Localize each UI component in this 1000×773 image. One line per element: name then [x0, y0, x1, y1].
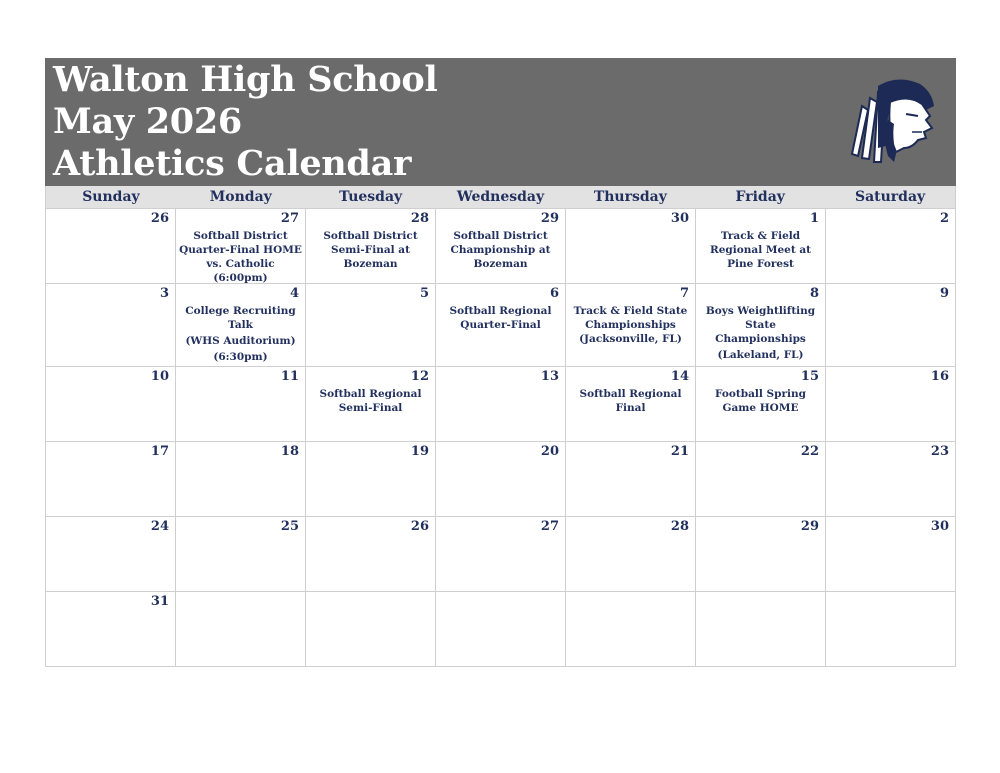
day-cell — [826, 284, 956, 367]
day-cell — [826, 367, 956, 442]
day-cell — [176, 517, 306, 592]
event-detail: (WHS Auditorium) — [185, 335, 296, 347]
day-cell — [306, 209, 436, 284]
day-number: 24 — [150, 519, 169, 534]
day-number: 12 — [410, 369, 429, 384]
calendar-sheet — [45, 58, 956, 667]
day-number: 29 — [540, 211, 559, 226]
event-text — [178, 304, 303, 364]
day-cell — [566, 209, 696, 284]
day-number: 27 — [280, 211, 299, 226]
day-cell — [696, 517, 826, 592]
day-number: 29 — [800, 519, 819, 534]
day-name-monday: Monday — [209, 189, 272, 205]
day-cell — [826, 592, 956, 667]
event-text — [568, 304, 693, 346]
day-number: 5 — [419, 286, 429, 301]
day-cell — [46, 367, 176, 442]
day-number: 30 — [930, 519, 949, 534]
event-title: Softball District Quarter-Final HOME vs. Catholic (6:00pm) — [179, 230, 302, 284]
calendar-header — [45, 58, 956, 186]
day-number: 28 — [670, 519, 689, 534]
day-cell — [696, 592, 826, 667]
day-cell — [176, 367, 306, 442]
day-number: 8 — [809, 286, 819, 301]
day-cell — [566, 367, 696, 442]
event-text — [178, 229, 303, 284]
event-text — [698, 229, 823, 271]
event-title: Softball District Semi-Final at Bozeman — [323, 230, 418, 270]
day-number: 22 — [800, 444, 819, 459]
day-cell — [696, 209, 826, 284]
day-cell — [176, 442, 306, 517]
warrior-mascot-icon — [848, 76, 940, 170]
day-cell — [436, 517, 566, 592]
day-number: 2 — [939, 211, 949, 226]
day-number: 6 — [549, 286, 559, 301]
day-number: 11 — [280, 369, 299, 384]
day-cell — [306, 367, 436, 442]
day-number: 17 — [150, 444, 169, 459]
day-number: 26 — [150, 211, 169, 226]
event-title: Track & Field State Championships (Jacksonville, FL) — [573, 305, 688, 345]
day-number: 16 — [930, 369, 949, 384]
event-text — [698, 387, 823, 415]
day-cell — [696, 284, 826, 367]
event-title: Softball Regional Quarter-Final — [449, 305, 552, 331]
day-name-wednesday: Wednesday — [456, 189, 545, 205]
calendar-grid — [45, 208, 956, 667]
day-number: 18 — [280, 444, 299, 459]
day-number: 31 — [150, 594, 169, 609]
day-cell — [46, 592, 176, 667]
event-text — [698, 304, 823, 362]
day-cell — [176, 284, 306, 367]
day-cell — [306, 442, 436, 517]
day-number: 27 — [540, 519, 559, 534]
day-number: 9 — [939, 286, 949, 301]
day-cell — [826, 517, 956, 592]
event-text — [308, 387, 433, 415]
day-cell — [436, 442, 566, 517]
day-cell — [436, 284, 566, 367]
day-cell — [566, 442, 696, 517]
event-detail: (6:30pm) — [213, 351, 268, 363]
day-number: 21 — [670, 444, 689, 459]
day-cell — [306, 284, 436, 367]
day-cell — [436, 367, 566, 442]
day-cell — [826, 442, 956, 517]
event-text — [308, 229, 433, 271]
event-text — [438, 229, 563, 271]
day-number: 19 — [410, 444, 429, 459]
day-number: 14 — [670, 369, 689, 384]
event-title: Boys Weightlifting State Championships — [705, 305, 816, 345]
day-cell — [46, 209, 176, 284]
day-cell — [46, 442, 176, 517]
day-name-thursday: Thursday — [593, 189, 667, 205]
day-cell — [436, 592, 566, 667]
day-name-friday: Friday — [735, 189, 785, 205]
day-number: 28 — [410, 211, 429, 226]
day-number: 26 — [410, 519, 429, 534]
day-name-saturday: Saturday — [854, 189, 926, 205]
school-name: Walton High School — [53, 59, 438, 100]
day-number: 25 — [280, 519, 299, 534]
day-cell — [696, 442, 826, 517]
day-cell — [46, 284, 176, 367]
event-text — [568, 387, 693, 415]
day-number: 15 — [800, 369, 819, 384]
event-text — [438, 304, 563, 332]
day-number: 1 — [809, 211, 819, 226]
day-cell — [306, 517, 436, 592]
event-title: Track & Field Regional Meet at Pine Forest — [710, 230, 811, 270]
day-cell — [566, 592, 696, 667]
event-title: Softball Regional Final — [579, 388, 682, 414]
day-cell — [566, 284, 696, 367]
day-number: 7 — [679, 286, 689, 301]
day-number: 30 — [670, 211, 689, 226]
day-number: 20 — [540, 444, 559, 459]
day-cell — [696, 367, 826, 442]
month-title: May 2026 — [53, 101, 242, 142]
day-cell — [176, 209, 306, 284]
day-number: 23 — [930, 444, 949, 459]
day-cell — [306, 592, 436, 667]
calendar-subtitle: Athletics Calendar — [53, 143, 412, 184]
event-title: Softball Regional Semi-Final — [319, 388, 422, 414]
day-number: 13 — [540, 369, 559, 384]
day-cell — [436, 209, 566, 284]
day-number: 3 — [159, 286, 169, 301]
day-cell — [566, 517, 696, 592]
day-cell — [176, 592, 306, 667]
day-name-sunday: Sunday — [82, 189, 140, 205]
day-cell — [46, 517, 176, 592]
day-of-week-row — [45, 186, 956, 208]
event-title: Softball District Championship at Bozeman — [450, 230, 551, 270]
day-number: 4 — [289, 286, 299, 301]
day-name-tuesday: Tuesday — [339, 189, 403, 205]
event-title: College Recruiting Talk — [185, 305, 296, 331]
day-cell — [826, 209, 956, 284]
event-detail: (Lakeland, FL) — [717, 349, 804, 361]
event-title: Football Spring Game HOME — [715, 388, 806, 414]
day-number: 10 — [150, 369, 169, 384]
